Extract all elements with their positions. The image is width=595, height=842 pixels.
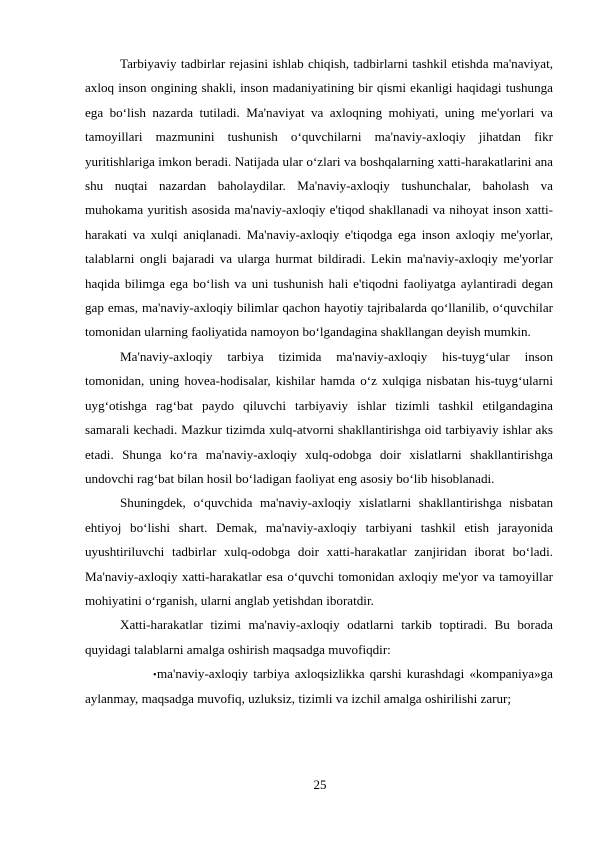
document-body: [85, 52, 553, 711]
paragraph-behavior-system: Xatti-harakatlar tizimi ma'naviy-axloqiy odatlarni tarkib toptiradi. Bu borada quyidagi talablarni amalga oshirish maqsadga muvofiqdir:: [85, 617, 553, 657]
bullet-list-item: [85, 662, 553, 711]
paragraph-moral-feelings: Ma'naviy-axloqiy tarbiya tizimida ma'naviy-axloqiy his-tuyg‘ular inson tomonidan, uning hovea-hodisalar, kishilar hamda o‘z xulqiga nisbatan his-tuyg‘ularni uyg‘otishga rag‘bat paydo qiluvchi tarbiyaviy ishlar tizimli tashkil etilgandagina samarali kechadi. Mazkur tizimda xulq-atvorni shakllantirishga oid tarbiyaviy ishlar aks etadi. Shunga ko‘ra ma'naviy-axloqiy xulq-odobga doir xislatlarni shakllantirishga undovchi rag‘bat bilan hosil bo‘ladigan faoliyat eng asosiy bo‘lib hisoblanadi.: [85, 348, 553, 486]
page-number: 25: [313, 777, 327, 792]
paragraph-moral-education-planning: Tarbiyaviy tadbirlar rejasini ishlab chiqish, tadbirlarni tashkil etishda ma'naviyat, axloq inson ongining shakli, inson madaniyatining bir qismi ekanligi haqidagi tushunga ega bo‘lish nazarda tutiladi. Ma'naviyat va axloqning mohiyati, uning me'yorlari va tamoyillari mazmunini tushunish o‘quvchilarni ma'naviy-axloqiy jihatdan fikr yuritishlariga imkon beradi. Natijada ular o‘zlari va boshqalarning xatti-harakatlarini ana shu nuqtai nazardan baholaydilar. Ma'naviy-axloqiy tushunchalar, baholash va muhokama yuritish asosida ma'naviy-axloqiy e'tiqod shakllanadi va nihoyat inson xatti-harakati va xulqi aniqlanadi. Ma'naviy-axloqiy e'tiqodga ega inson axloqiy me'yorlar, talablarni ongli bajaradi va ularga hurmat bildiradi. Lekin ma'naviy-axloqiy me'yorlar haqida bilimga ega bo‘lish va uni tushunish hali e'tiqodni faoliyatga aylantiradi degan gap emas, ma'naviy-axloqiy bilimlar qachon hayotiy tajribalarda qo‘llanilib, o‘quvchilar tomonidan ularning faoliyatida namoyon bo‘lgandagina shakllangan deyish mumkin.: [85, 56, 553, 340]
bullet-item-text: ma'naviy-axloqiy tarbiya axloqsizlikka qarshi kurashdagi «kompaniya»ga aylanmay, maqsadga muvofiq, uzluksiz, tizimli va izchil amalga oshirilishi zarur;: [85, 666, 553, 706]
paragraph-moral-needs: Shuningdek, o‘quvchida ma'naviy-axloqiy xislatlarni shakllantirishga nisbatan ehtiyoj bo‘lishi shart. Demak, ma'naviy-axloqiy tarbiyani tashkil etish jarayonida uyushtiriluvchi tadbirlar xulq-odobga doir xatti-harakatlar zanjiridan iborat bo‘ladi. Ma'naviy-axloqiy xatti-harakatlar esa o‘quvchi tomonidan axloqiy me'yor va tamoyillar mohiyatini o‘rganish, ularni anglab yetishdan iboratdir.: [85, 495, 553, 608]
